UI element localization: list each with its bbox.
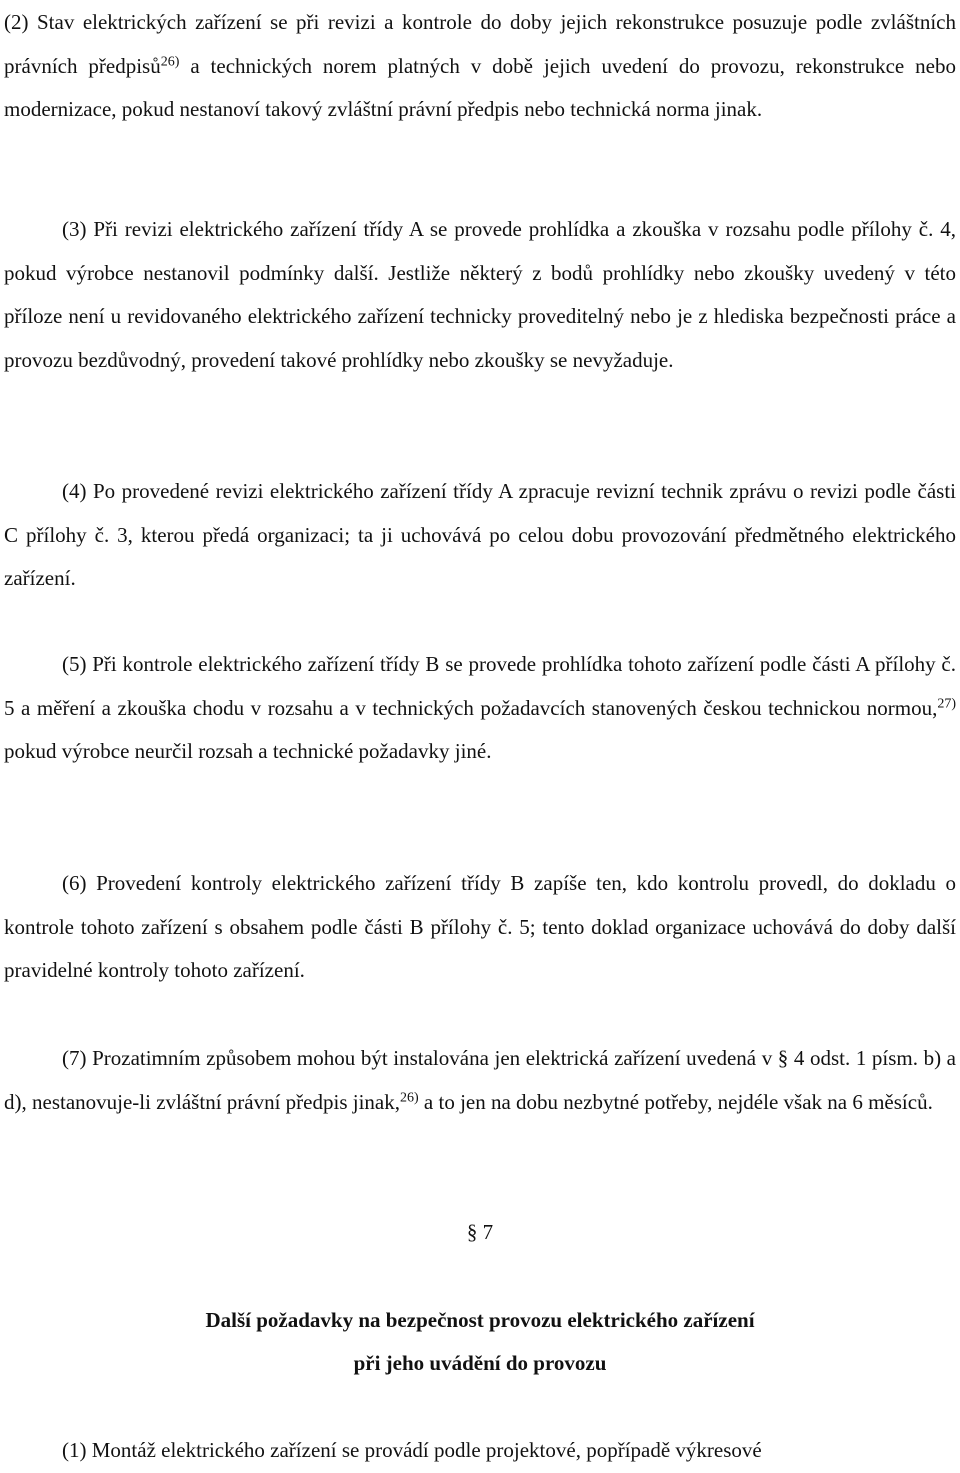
paragraph-5-text-b: pokud výrobce neurčil rozsah a technické požadavky jiné. — [4, 739, 492, 764]
section-heading-line-2: při jeho uvádění do provozu — [353, 1351, 607, 1375]
paragraph-6-text: (6) Provedení kontroly elektrického zařízení třídy B zapíše ten, kdo kontrolu provedl, do dokladu o kontrole tohoto zařízení s obsahem podle části B přílohy č. 5; tento doklad organizace uchovává do doby další pravidelné kontroly tohoto zařízení. — [4, 871, 956, 983]
paragraph-4-text: (4) Po provedené revizi elektrického zařízení třídy A zpracuje revizní technik zprávu o revizi podle části C přílohy č. 3, kterou předá organizaci; ta ji uchovává po celou dobu provozování předmětného elektrického zařízení. — [4, 479, 956, 591]
paragraph-6 — [4, 862, 956, 993]
paragraph-5 — [4, 643, 956, 774]
footnote-ref-27: 27) — [937, 695, 956, 711]
footnote-ref-26b: 26) — [400, 1089, 419, 1105]
paragraph-3 — [4, 208, 956, 382]
section-heading-line-1: Další požadavky na bezpečnost provozu elektrického zařízení — [205, 1308, 755, 1332]
paragraph-3-text: (3) Při revizi elektrického zařízení třídy A se provede prohlídka a zkouška v rozsahu podle přílohy č. 4, pokud výrobce nestanovil podmínky další. Jestliže některý z bodů prohlídky nebo zkoušky uvedený v této příloze není u revidovaného elektrického zařízení technicky proveditelný nebo je z hlediska bezpečnosti práce a provozu bezdůvodný, provedení takové prohlídky nebo zkoušky se nevyžaduje. — [4, 217, 956, 372]
paragraph-last-text: (1) Montáž elektrického zařízení se provádí podle projektové, popřípadě výkresové — [62, 1438, 762, 1462]
paragraph-5-text-a: (5) Při kontrole elektrického zařízení třídy B se provede prohlídka tohoto zařízení podle části A přílohy č. 5 a měření a zkouška chodu v rozsahu a v technických požadavcích stanovených českou technickou normou, — [4, 652, 956, 720]
paragraph-7 — [4, 1037, 956, 1124]
paragraph-2-text-b: a technických norem platných v době jejich uvedení do provozu, rekonstrukce nebo modernizace, pokud nestanoví takový zvláštní právní předpis nebo technická norma jinak. — [4, 53, 956, 122]
section-number: § 7 — [466, 1220, 494, 1244]
footnote-ref-26: 26) — [160, 53, 180, 69]
paragraph-2 — [4, 1, 956, 132]
paragraph-7-text-a: (7) Prozatimním způsobem mohou být instalována jen elektrická zařízení uvedená v § 4 odst. 1 písm. b) a d), nestanovuje-li zvláštní právní předpis jinak, — [4, 1046, 956, 1114]
paragraph-7-text-b: a to jen na dobu nezbytné potřeby, nejdéle však na 6 měsíců. — [418, 1089, 933, 1114]
paragraph-2-text-a: (2) Stav elektrických zařízení se při revizi a kontrole do doby jejich rekonstrukce posuzuje podle zvláštních právních předpisů — [4, 10, 956, 78]
paragraph-4 — [4, 470, 956, 601]
paragraph-last — [4, 1429, 956, 1473]
